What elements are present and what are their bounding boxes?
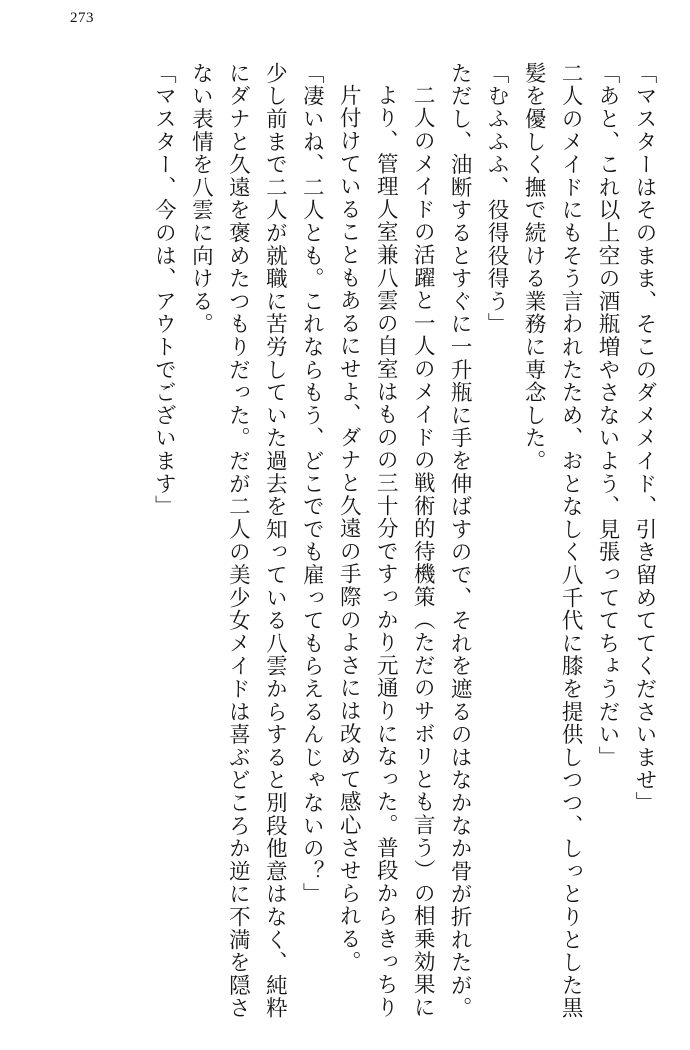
page-number: 273 (70, 10, 94, 26)
paragraph: 二人のメイドにもそう言われたため、おとなしく八千代に膝を提供しつつ、しっとりとした黒髪を優しく撫で続ける業務に専念した。 (521, 62, 584, 1020)
page-text-body (28, 62, 662, 1027)
paragraph: 「あと、これ以上空の酒瓶増やさないよう、見張っててちょうだい」 (595, 62, 621, 769)
paragraph: 「凄いね、二人とも。これならもう、どこででも雇ってもらえるんじゃないの？」 (299, 62, 325, 906)
paragraph: ただし、油断するとすぐに一升瓶に手を伸ばすので、それを遮るのはなかなか骨が折れたが。 (447, 62, 473, 1020)
paragraph: 「むふふふ、役得役得う」 (484, 62, 510, 336)
paragraph: 「マスター、今のは、アウトでございます」 (151, 62, 177, 518)
paragraph: 二人のメイドの活躍と一人のメイドの戦術的待機策（ただのサボリとも言う）の相乗効果により、管理人室兼八雲の自室はものの三十分ですっかり元通りになった。普段からきっちり片付けていることもあるにせよ、ダナと久遠の手際のよさには改めて感心させられる。 (336, 84, 436, 1019)
paragraph: 少し前まで二人が就職に苦労していた過去を知っている八雲からすると別段他意はなく、純粋にダナと久遠を褒めたつもりだった。だが二人の美少女メイドは喜ぶどころか逆に不満を隠さない表情を八雲に向ける。 (188, 62, 288, 1020)
paragraph: 「マスターはそのまま、そこのダメメイド、引き留めててくださいませ」 (632, 62, 657, 815)
